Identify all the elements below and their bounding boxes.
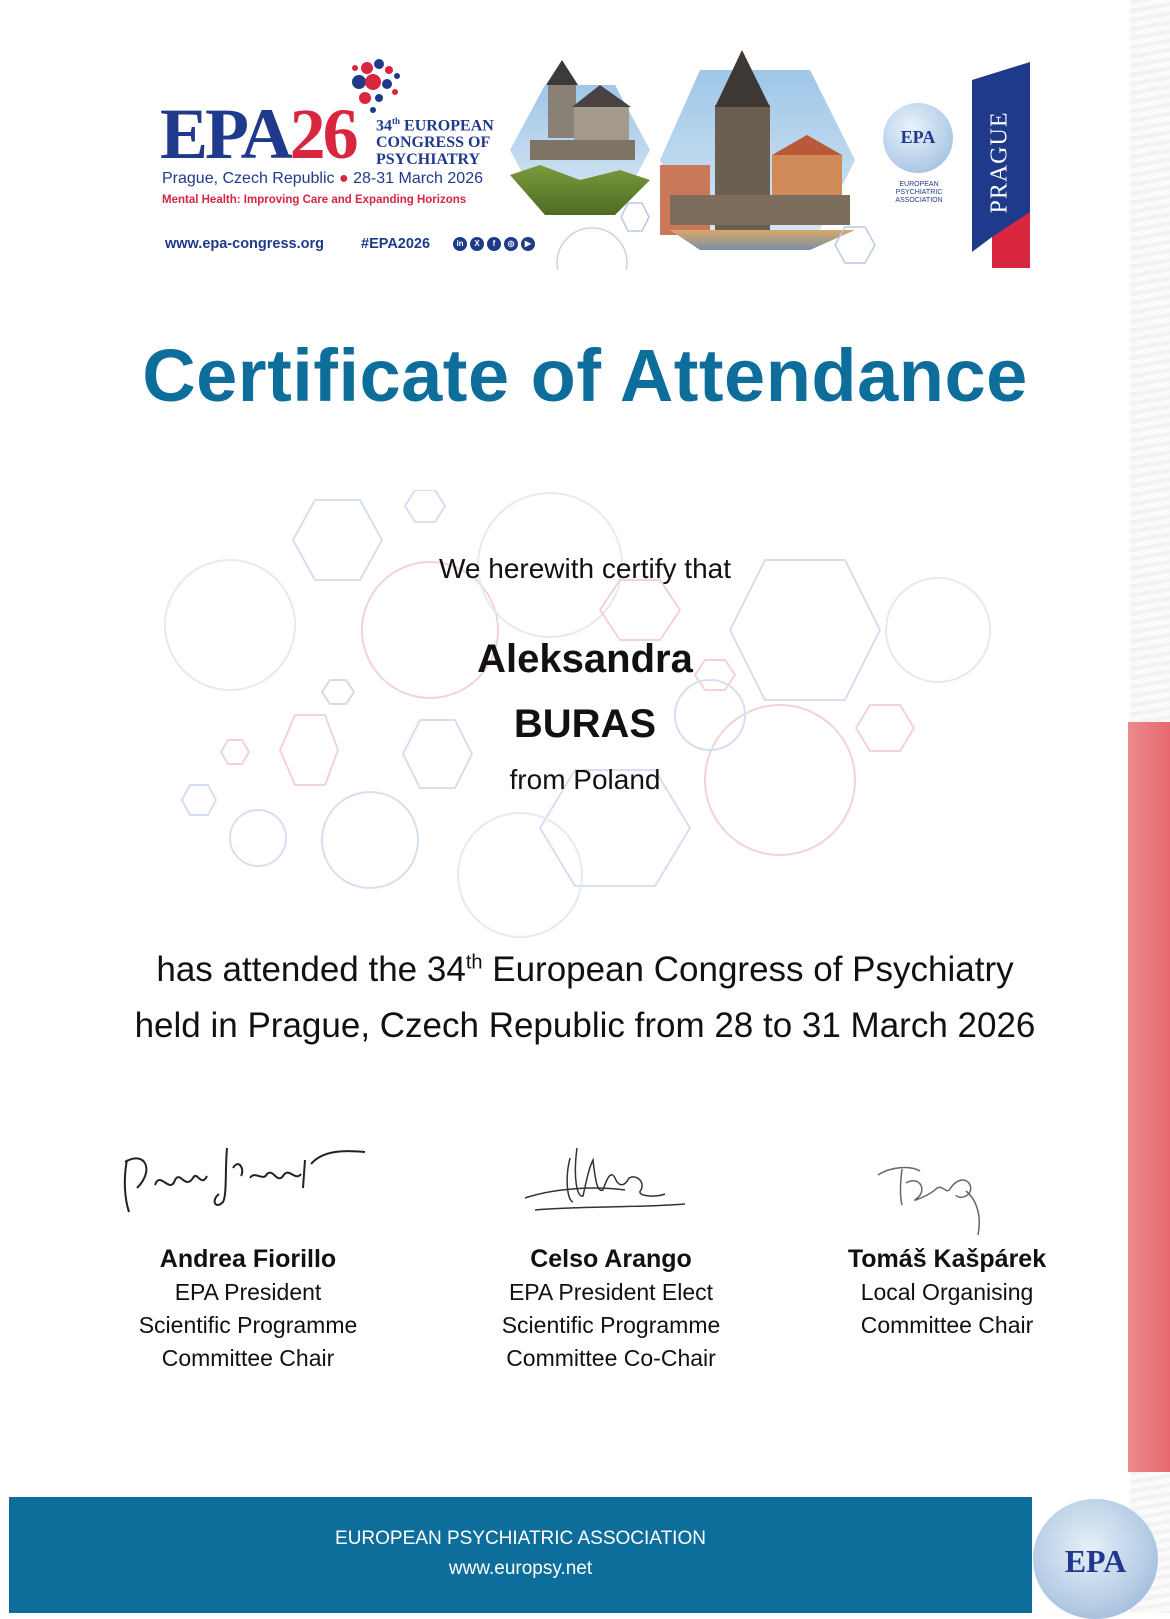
signature-celso-arango	[515, 1138, 715, 1228]
attendee-first-name: Aleksandra	[477, 637, 693, 681]
signatory-role: Local Organising	[860, 1279, 1034, 1305]
x-icon[interactable]: X	[470, 237, 484, 251]
signatory-role: Scientific Programme	[501, 1312, 721, 1338]
youtube-icon[interactable]: ▶	[521, 237, 535, 251]
signatory-2	[441, 1243, 781, 1375]
linkedin-icon[interactable]: in	[453, 237, 467, 251]
signature-andrea-fiorillo	[115, 1140, 375, 1220]
signatory-role: Committee Co-Chair	[506, 1345, 716, 1371]
signatory-name: Celso Arango	[530, 1245, 692, 1273]
congress-tagline: Mental Health: Improving Care and Expanding Horizons	[162, 194, 467, 206]
congress-hashtag: #EPA2026	[361, 236, 431, 252]
red-side-strip	[1128, 722, 1170, 1472]
signature-tomas-kasparek	[870, 1155, 1010, 1245]
congress-website[interactable]: www.epa-congress.org	[165, 236, 324, 252]
epa-association-label: EUROPEAN PSYCHIATRIC ASSOCIATION	[895, 181, 943, 204]
attendee-country: from Poland	[509, 764, 661, 795]
signatory-role: Scientific Programme	[138, 1312, 358, 1338]
epa26-logo: EPA26	[160, 94, 356, 174]
attendance-statement-line1: has attended the 34th European Congress of Psychiatry	[156, 950, 1014, 989]
signatory-name: Tomáš Kašpárek	[847, 1245, 1047, 1273]
logo-dots-graphic	[347, 56, 409, 116]
instagram-icon[interactable]: ◎	[504, 237, 518, 251]
signatory-role: EPA President	[174, 1279, 322, 1305]
attendee-last-name: BURAS	[513, 702, 657, 746]
epa-seal-logo: EPA	[883, 103, 953, 173]
certify-statement: We herewith certify that	[438, 553, 732, 584]
certificate-title: Certificate of Attendance	[142, 334, 1028, 417]
signatory-name: Andrea Fiorillo	[159, 1245, 337, 1273]
facebook-icon[interactable]: f	[487, 237, 501, 251]
signatory-role: EPA President Elect	[508, 1279, 714, 1305]
signatory-1	[78, 1243, 418, 1375]
footer-bar	[9, 1497, 1032, 1613]
attendance-statement-line2: held in Prague, Czech Republic from 28 to 31 March 2026	[134, 1006, 1036, 1045]
congress-location: Prague, Czech Republic ● 28-31 March 2026	[162, 170, 483, 187]
footer-website[interactable]: www.europsy.net	[448, 1558, 593, 1579]
congress-name: 34th EUROPEAN CONGRESS OF PSYCHIATRY	[376, 116, 494, 169]
signatory-3	[777, 1243, 1117, 1342]
prague-photo-collage	[510, 45, 880, 270]
signatory-role: Committee Chair	[161, 1345, 335, 1371]
footer-epa-logo: EPA	[1033, 1499, 1158, 1619]
signatory-role: Committee Chair	[860, 1312, 1034, 1338]
prague-banner-label: PRAGUE	[986, 111, 1013, 214]
footer-org-name: EUROPEAN PSYCHIATRIC ASSOCIATION	[335, 1528, 706, 1549]
